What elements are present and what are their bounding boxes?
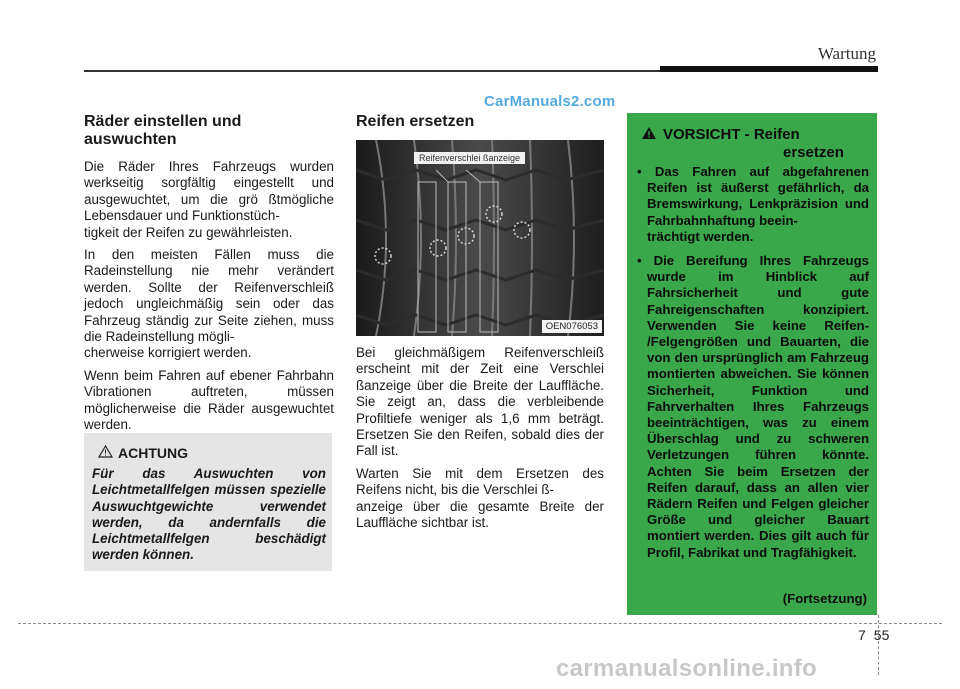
paragraph-line: cherweise korrigiert werden.: [84, 345, 252, 361]
paragraph: [84, 159, 334, 241]
vorsicht-title: VORSICHT - Reifen: [663, 126, 800, 143]
vorsicht-header: [641, 126, 871, 161]
paragraph: Bei gleichmäßigem Reifenverschleiß erscheint mit der Zeit eine Verschlei ßanzeige über die Breite der Lauffläche. Sie zeigt an, dass die verbleibende Profiltiefe weniger als 1,6 mm beträgt. Ersetzen Sie den Reifen, sobald dies der Fall ist.: [356, 345, 604, 459]
vorsicht-caution-box: [627, 113, 877, 615]
vorsicht-subtitle: ersetzen: [783, 144, 844, 161]
achtung-text: Für das Auswuchten von Leichtmetallfelgen müssen spezielle Auswuchtgewichte verwendet werden, da andernfalls die Leichtmetallfelgen beschädigt werden können.: [92, 466, 326, 563]
page-number-value: 55: [873, 627, 890, 643]
page-number: [858, 627, 889, 643]
list-item-text: Die Bereifung Ihres Fahrzeugs wurde im Hinblick auf Fahrsicherheit und gute Fahreigenschaften konzipiert. Verwenden Sie keine Reifen- /Felgengrößen und Bauarten, die von den ursprünglich am Fahrzeug montierten abweichen. Sie können Sicherheit, Funktion und Fahrverhalten Ihres Fahrzeugs beeinträchtigen, was zu einem Überschlag und zu schweren Verletzungen führen könnte. Achten Sie beim Ersetzen der Reifen darauf, dass an allen vier Rädern Reifen und Felgen gleicher Größe und gleicher Bauart montiert werden. Dies gilt auch für Profil, Fabrikat und Tragfähigkeit.: [647, 253, 869, 560]
vorsicht-bullet-list: [635, 164, 869, 569]
section-tire-replacement: [356, 113, 604, 141]
image-reference-code: OEN076053: [542, 320, 602, 333]
paragraph: [84, 247, 334, 362]
achtung-title: ACHTUNG: [118, 445, 188, 461]
paragraph-line: anzeige über die gesamte Breite der Lauffläche sichtbar ist.: [356, 498, 604, 531]
watermark-link-top[interactable]: CarManuals2.com: [484, 93, 616, 110]
warning-triangle-icon: [641, 126, 657, 144]
achtung-header: [98, 445, 188, 461]
footer-rule: [18, 623, 942, 624]
paragraph: Wenn beim Fahren auf ebener Fahrbahn Vibrationen auftreten, müssen möglicherweise die Räder ausgewuchtet werden.: [84, 367, 334, 433]
header-rule-thick: [660, 66, 878, 72]
section-wheel-alignment: [84, 113, 334, 440]
tread-wear-indicator-label: Reifenverschlei ßanzeige: [414, 152, 525, 164]
chapter-number: 7: [858, 627, 866, 643]
list-item-text: trächtigt werden.: [647, 228, 754, 244]
watermark-link-bottom[interactable]: carmanualsonline.info: [556, 655, 818, 682]
tire-replacement-body: [356, 345, 604, 531]
paragraph-line: Die Räder Ihres Fahrzeugs wurden werkseitig sorgfältig eingestellt und ausgewuchtet, um die grö ßtmögliche Lebensdauer und Funktionstüch-: [84, 159, 334, 224]
tire-tread-photo: [356, 140, 604, 336]
paragraph: [356, 466, 604, 532]
continuation-note: (Fortsetzung): [782, 591, 867, 606]
tire-tread-illustration: [356, 140, 604, 336]
paragraph-line: In den meisten Fällen muss die Radeinstellung nie mehr verändert werden. Sollte der Reifenverschleiß jedoch ungleichmäßig sein oder das Fahrzeug ständig zur Seite ziehen, muss die Radeinstellung mögli-: [84, 247, 334, 345]
footer-divider: [878, 615, 879, 675]
header-rule-thin: [84, 70, 684, 72]
running-header-title: Wartung: [817, 44, 876, 63]
paragraph-line: tigkeit der Reifen zu gewährleisten.: [84, 224, 293, 240]
heading-tire-replacement: Reifen ersetzen: [356, 113, 475, 130]
list-item-text: Das Fahren auf abgefahrenen Reifen ist äußerst gefährlich, da Bremswirkung, Lenkpräzision und Fahrbahnhaftung beein-: [647, 164, 869, 228]
heading-wheel-alignment: Räder einstellen und auswuchten: [84, 113, 242, 148]
list-item: • Die Bereifung Ihres Fahrzeugs wurde im Hinblick auf Fahrsicherheit und gute Fahreigenschaften konzipiert. Verwenden Sie keine Reifen- /Felgengrößen und Bauarten, die von den ursprünglich am Fahrzeug montierten abweichen. Sie können Sicherheit, Funktion und Fahrverhalten Ihres Fahrzeugs beeinträchtigen, was zu einem Überschlag und zu schweren Verletzungen führen könnte. Achten Sie beim Ersetzen der Reifen darauf, dass an allen vier Rädern Reifen und Felgen gleicher Größe und gleicher Bauart montiert werden. Dies gilt auch für Profil, Fabrikat und Tragfähigkeit.: [637, 253, 869, 560]
achtung-note-box: [84, 433, 332, 571]
list-item: • Das Fahren auf abgefahrenen Reifen ist äußerst gefährlich, da Bremswirkung, Lenkpräzision und Fahrbahnhaftung beein- trächtigt werden.: [637, 164, 869, 244]
warning-triangle-icon: [98, 445, 114, 461]
paragraph-line: Warten Sie mit dem Ersetzen des Reifens nicht, bis die Verschlei ß-: [356, 465, 604, 498]
